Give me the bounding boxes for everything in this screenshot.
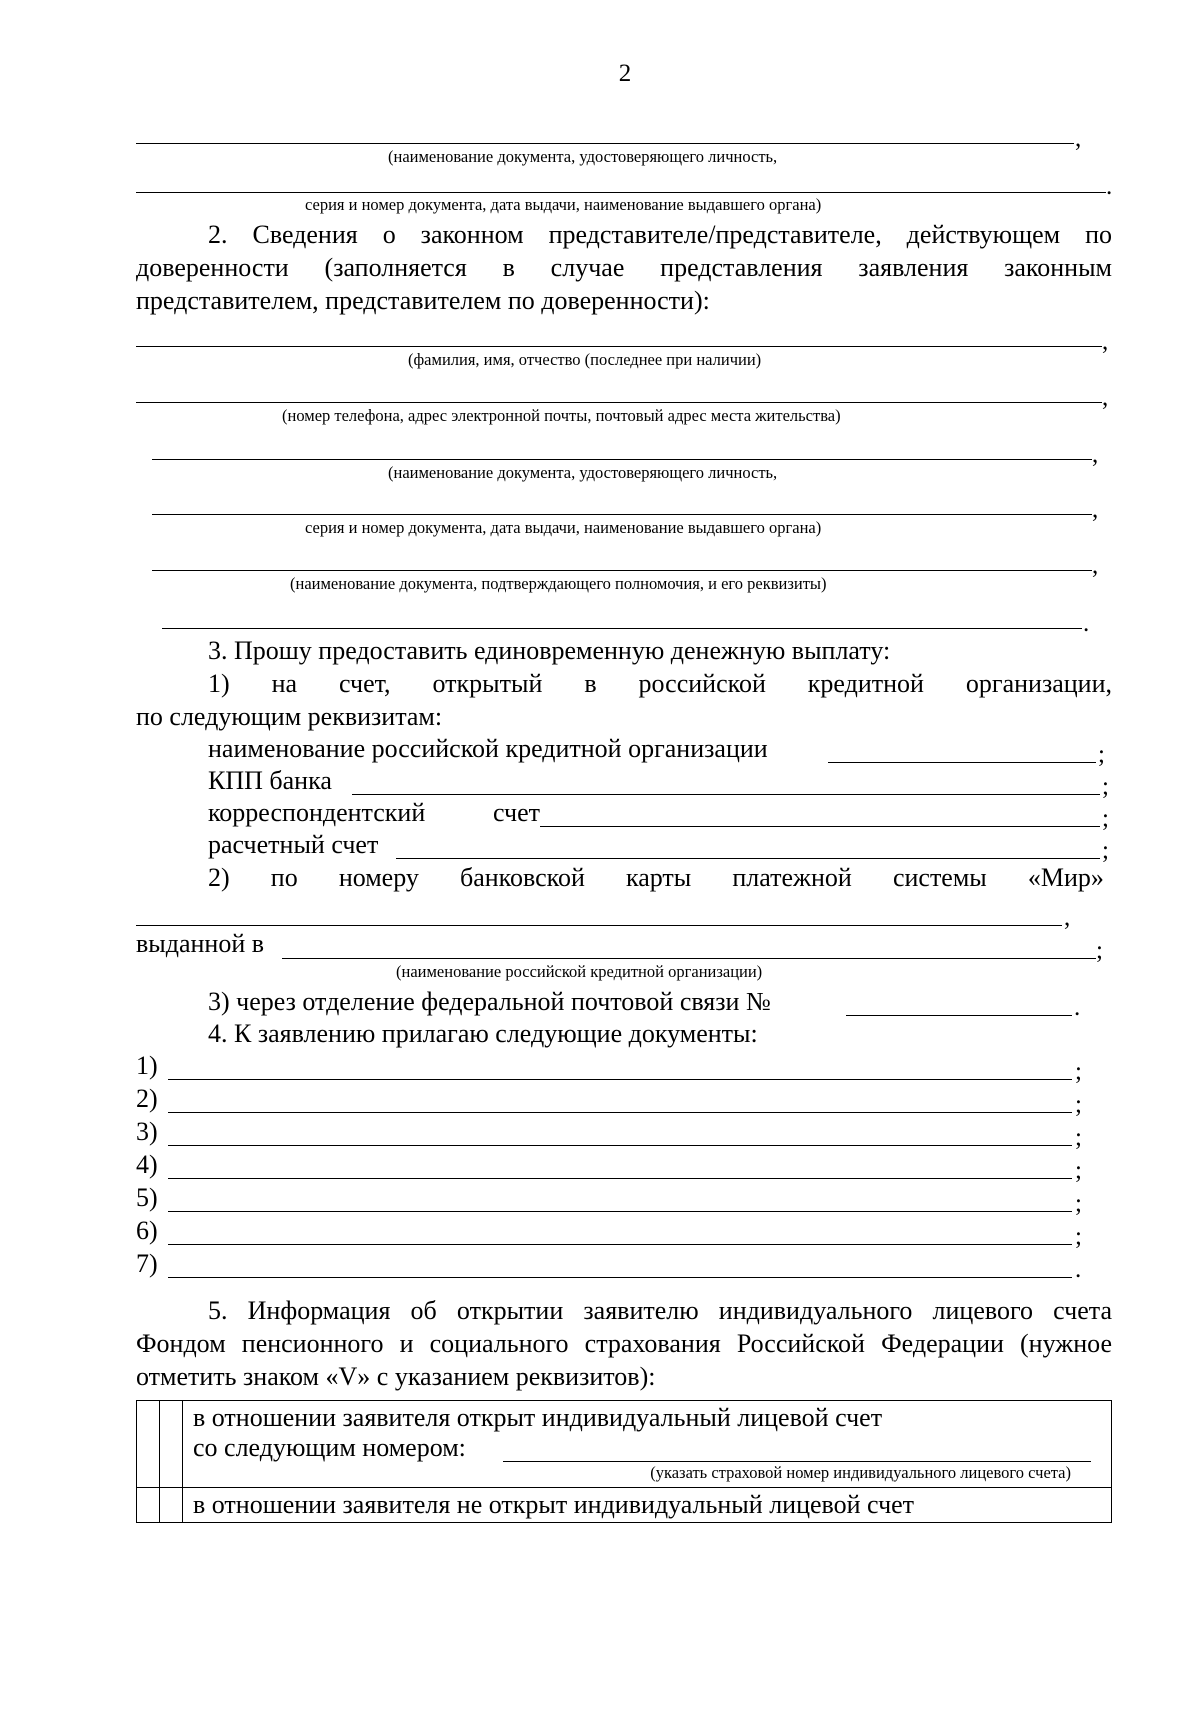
account-number-caption: (указать страховой номер индивидуального лицевого счета): [650, 1463, 1071, 1482]
semicolon: ;: [1102, 805, 1109, 832]
period: .: [1083, 610, 1090, 637]
attachment-number: 1): [136, 1051, 158, 1080]
applicant-doc-details-caption: серия и номер документа, дата выдачи, наименование выдавшего органа): [305, 195, 822, 214]
option1-line: [208, 668, 1112, 700]
section4-heading: 4. К заявлению прилагаю следующие документы:: [208, 1019, 758, 1048]
applicant-doc-name-line[interactable]: [136, 143, 1074, 144]
checkbox-account-not-opened-spacer[interactable]: [160, 1488, 183, 1523]
option1-word: открытый: [432, 669, 543, 698]
account-not-opened-text: в отношении заявителя не открыт индивидуальный лицевой счет: [183, 1488, 1112, 1523]
option1-word: в: [584, 669, 597, 698]
table-row: [137, 1488, 1112, 1523]
attachment-line-1[interactable]: [168, 1079, 1072, 1080]
option1-word: на: [271, 669, 298, 698]
attachment-number: 7): [136, 1249, 158, 1278]
comma: ,: [1092, 552, 1099, 579]
attachment-line-3[interactable]: [168, 1145, 1072, 1146]
section3-heading: 3. Прошу предоставить единовременную денежную выплату:: [208, 636, 891, 665]
option2-line: [208, 862, 1104, 894]
semicolon: ;: [1096, 937, 1103, 964]
comma: ,: [1075, 125, 1082, 152]
option2-word: «Мир»: [1027, 863, 1104, 892]
attachment-line-7[interactable]: [168, 1277, 1072, 1278]
attachment-line-2[interactable]: [168, 1112, 1072, 1113]
attachment-number: 3): [136, 1117, 158, 1146]
bank-name-label: наименование российской кредитной организации: [208, 734, 768, 763]
period: .: [1074, 994, 1081, 1021]
option1-continuation: по следующим реквизитам:: [136, 702, 443, 731]
option2-word: платежной: [732, 863, 852, 892]
option2-word: 2): [208, 863, 230, 892]
page-number: 2: [618, 60, 632, 87]
section5-heading: 5. Информация об открытии заявителю индивидуального лицевого счета Фондом пенсионного и социального страхования Российской Федерации (нужное отметить знаком «V» с указанием реквизитов):: [136, 1296, 1112, 1391]
comma: ,: [1092, 441, 1099, 468]
period: .: [1075, 1256, 1082, 1283]
option2-word: карты: [626, 863, 692, 892]
attachment-number: 5): [136, 1183, 158, 1212]
corr-account-line[interactable]: [540, 826, 1100, 827]
applicant-doc-details-line[interactable]: [136, 192, 1106, 193]
account-opened-text: в отношении заявителя открыт индивидуальный лицевой счет: [193, 1403, 883, 1432]
post-office-number-line[interactable]: [846, 1015, 1072, 1016]
option1-word: счет,: [339, 669, 391, 698]
issued-by-caption: (наименование российской кредитной организации): [396, 962, 763, 981]
corr-word: счет: [493, 798, 540, 827]
rep-authority-caption: (наименование документа, подтверждающего полномочия, и его реквизиты): [290, 574, 827, 593]
attachment-line-6[interactable]: [168, 1244, 1072, 1245]
semicolon: ;: [1075, 1124, 1082, 1151]
option1-word: организации,: [965, 669, 1112, 698]
kpp-line[interactable]: [352, 794, 1100, 795]
corr-account-label: [208, 797, 540, 829]
account-number-label: со следующим номером:: [193, 1433, 466, 1462]
attachment-line-5[interactable]: [168, 1211, 1072, 1212]
rep-contacts-line[interactable]: [136, 402, 1102, 403]
rep-doc-name-line[interactable]: [152, 459, 1092, 460]
semicolon: ;: [1075, 1190, 1082, 1217]
bank-name-line[interactable]: [828, 762, 1096, 763]
option1-word: 1): [208, 669, 230, 698]
semicolon: ;: [1075, 1157, 1082, 1184]
issued-by-label: выданной в: [136, 929, 265, 958]
option2-word: по: [270, 863, 298, 892]
rep-doc-details-line[interactable]: [152, 514, 1092, 515]
applicant-doc-name-caption: (наименование документа, удостоверяющего личность,: [388, 147, 778, 166]
card-number-line[interactable]: [136, 925, 1062, 926]
rep-authority-continued-line[interactable]: [162, 628, 1082, 629]
option2-word: системы: [892, 863, 987, 892]
rep-fullname-caption: (фамилия, имя, отчество (последнее при наличии): [408, 350, 762, 369]
attachment-line-4[interactable]: [168, 1178, 1072, 1179]
semicolon: ;: [1075, 1091, 1082, 1118]
semicolon: ;: [1102, 837, 1109, 864]
comma: ,: [1102, 384, 1109, 411]
rep-doc-details-caption: серия и номер документа, дата выдачи, наименование выдавшего органа): [305, 518, 822, 537]
period: .: [1106, 173, 1113, 200]
comma: ,: [1064, 904, 1071, 931]
corr-word: корреспондентский: [208, 798, 426, 827]
issued-by-line[interactable]: [282, 958, 1096, 959]
option2-word: номеру: [338, 863, 419, 892]
post-office-label: 3) через отделение федеральной почтовой связи №: [208, 987, 771, 1016]
checkbox-account-opened-spacer[interactable]: [160, 1401, 183, 1488]
option2-word: банковской: [460, 863, 585, 892]
semicolon: ;: [1075, 1223, 1082, 1250]
section2-heading: 2. Сведения о законном представителе/представителе, действующем по доверенности (заполняется в случае представления заявления законным представителем, представителем по доверенности):: [136, 220, 1112, 315]
option1-word: российской: [638, 669, 766, 698]
option1-word: кредитной: [807, 669, 924, 698]
attachment-number: 6): [136, 1216, 158, 1245]
rep-authority-line[interactable]: [152, 570, 1092, 571]
comma: ,: [1102, 328, 1109, 355]
account-opened-cell: [183, 1401, 1112, 1488]
rep-doc-name-caption: (наименование документа, удостоверяющего личность,: [388, 463, 778, 482]
rep-fullname-line[interactable]: [136, 346, 1102, 347]
kpp-label: КПП банка: [208, 766, 332, 795]
settlement-account-label: расчетный счет: [208, 830, 379, 859]
semicolon: ;: [1075, 1058, 1082, 1085]
account-number-line[interactable]: [503, 1461, 1091, 1462]
table-row: [137, 1401, 1112, 1488]
settlement-account-line[interactable]: [396, 858, 1100, 859]
semicolon: ;: [1102, 773, 1109, 800]
comma: ,: [1092, 496, 1099, 523]
checkbox-account-opened[interactable]: [137, 1401, 160, 1488]
account-number-row: [193, 1433, 1101, 1463]
attachment-number: 4): [136, 1150, 158, 1179]
semicolon: ;: [1098, 741, 1105, 768]
checkbox-account-not-opened[interactable]: [137, 1488, 160, 1523]
rep-contacts-caption: (номер телефона, адрес электронной почты, почтовый адрес места жительства): [282, 406, 841, 425]
account-status-table: [136, 1400, 1112, 1523]
attachment-number: 2): [136, 1084, 158, 1113]
